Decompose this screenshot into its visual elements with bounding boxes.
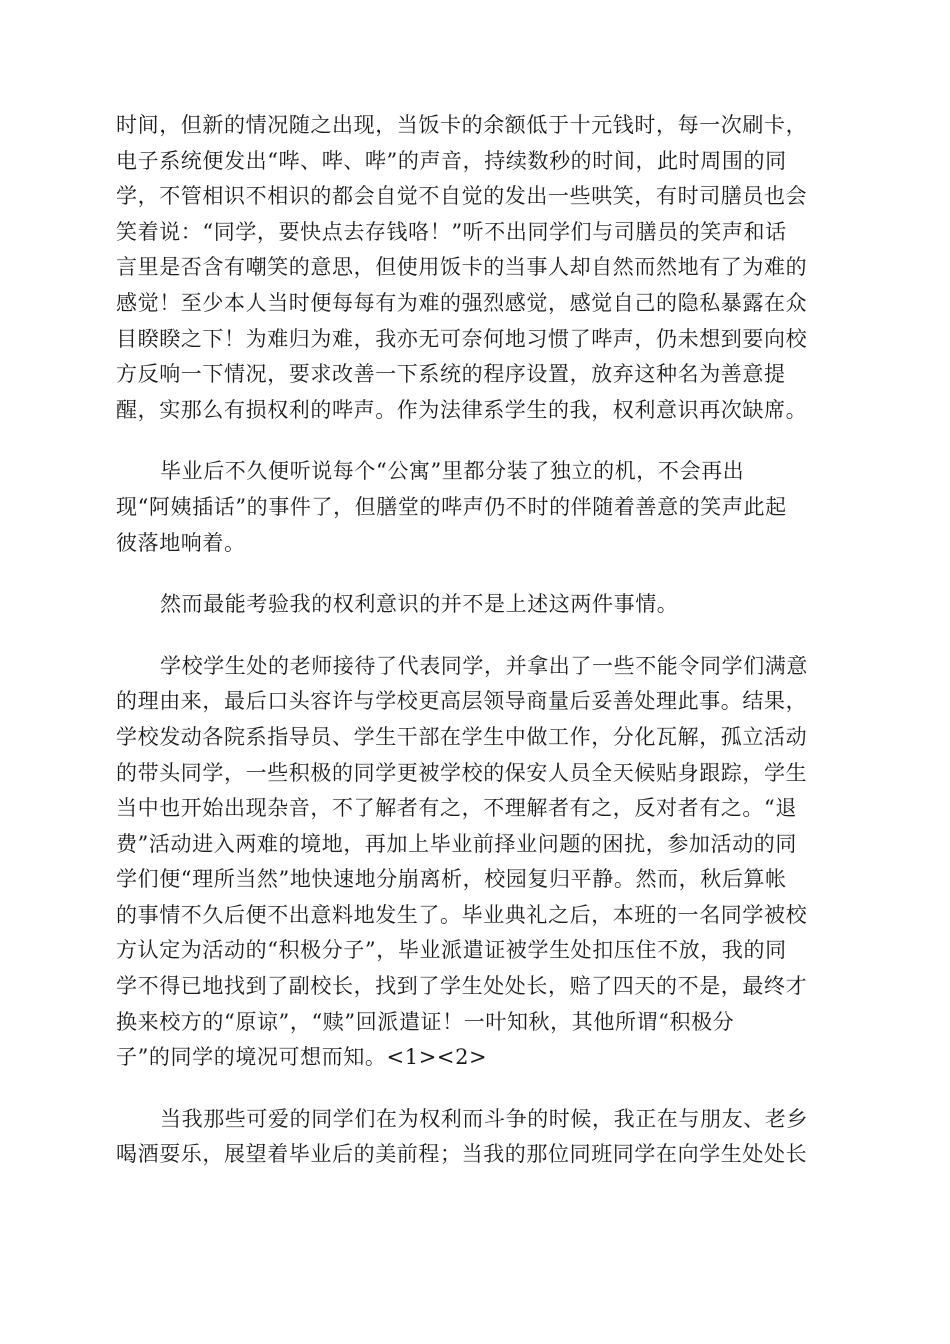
- text-line: 的理由来，最后口头容许与学校更高层领导商量后妥善处理此事。结果，: [116, 689, 808, 714]
- text-line: 学，不管相识不相识的都会自觉不自觉的发出一些哄笑，有时司膳员也会: [116, 184, 808, 209]
- text-line: 毕业后不久便听说每个“公寓”里都分装了独立的机，不会再出: [160, 459, 745, 484]
- text-line: 方认定为活动的“积极分子”，毕业派遣证被学生处扣压住不放，我的同: [116, 938, 787, 963]
- text-line: 时间，但新的情况随之出现，当饭卡的余额低于十元钱时，每一次刷卡，: [116, 113, 808, 137]
- paragraph-3: [116, 587, 832, 623]
- text-line: 目睽睽之下！为难归为难，我亦无可奈何地习惯了哔声，仍未想到要向校: [116, 326, 808, 351]
- text-line: 当中也开始出现杂音，不了解者有之，不理解者有之，反对者有之。“退: [116, 796, 797, 821]
- paragraph-5: [116, 1102, 832, 1173]
- text-line: 笑着说：“同学，要快点去存钱咯！”听不出同学们与司膳员的笑声和话: [116, 219, 787, 244]
- text-line: 学不得已地找到了副校长，找到了学生处处长，赔了四天的不是，最终才: [116, 974, 808, 999]
- text-line: 换来校方的“原谅”，“赎”回派遣证！一叶知秋，其他所谓“积极分: [116, 1009, 735, 1034]
- paragraph-2: [116, 454, 832, 561]
- text-line: 感觉！至少本人当时便每每有为难的强烈感觉，感觉自己的隐私暴露在众: [116, 290, 808, 315]
- paragraph-1: [116, 108, 832, 428]
- text-line: 喝酒耍乐，展望着毕业后的美前程；当我的那位同班同学在向学生处处长: [116, 1142, 808, 1167]
- document-page: [116, 108, 832, 1199]
- text-line: 的带头同学，一些积极的同学更被学校的保安人员全天候贴身跟踪，学生: [116, 760, 808, 785]
- text-line: 学校学生处的老师接待了代表同学，并拿出了一些不能令同学们满意: [160, 653, 808, 678]
- text-line: 学们便“理所当然”地快速地分崩离析，校园复归平静。然而，秋后算帐: [116, 867, 787, 892]
- text-line: 当我那些可爱的同学们在为权利而斗争的时候，我正在与朋友、老乡: [160, 1106, 808, 1131]
- text-line: 然而最能考验我的权利意识的并不是上述这两件事情。: [160, 592, 679, 617]
- text-line: 的事情不久后便不出意料地发生了。毕业典礼之后，本班的一名同学被校: [116, 902, 808, 927]
- text-line: 言里是否含有嘲笑的意思，但使用饭卡的当事人却自然而然地有了为难的: [116, 255, 808, 280]
- text-line: 彼落地响着。: [116, 530, 246, 555]
- text-line: 现“阿姨插话”的事件了，但膳堂的哔声仍不时的伴随着善意的笑声此起: [116, 494, 787, 519]
- text-line: 醒，实那么有损权利的哔声。作为法律系学生的我，权利意识再次缺席。: [116, 397, 808, 422]
- text-line: 子”的同学的境况可想而知。<1><2>: [116, 1045, 488, 1070]
- paragraph-4: [116, 649, 832, 1076]
- text-line: 学校发动各院系指导员、学生干部在学生中做工作，分化瓦解，孤立活动: [116, 724, 808, 749]
- text-line: 电子系统便发出“哔、哔、哔”的声音，持续数秒的时间，此时周围的同: [116, 148, 787, 173]
- text-line: 费”活动进入两难的境地，再加上毕业前择业问题的困扰，参加活动的同: [116, 831, 797, 856]
- text-line: 方反响一下情况，要求改善一下系统的程序设置，放弃这种名为善意提: [116, 362, 786, 387]
